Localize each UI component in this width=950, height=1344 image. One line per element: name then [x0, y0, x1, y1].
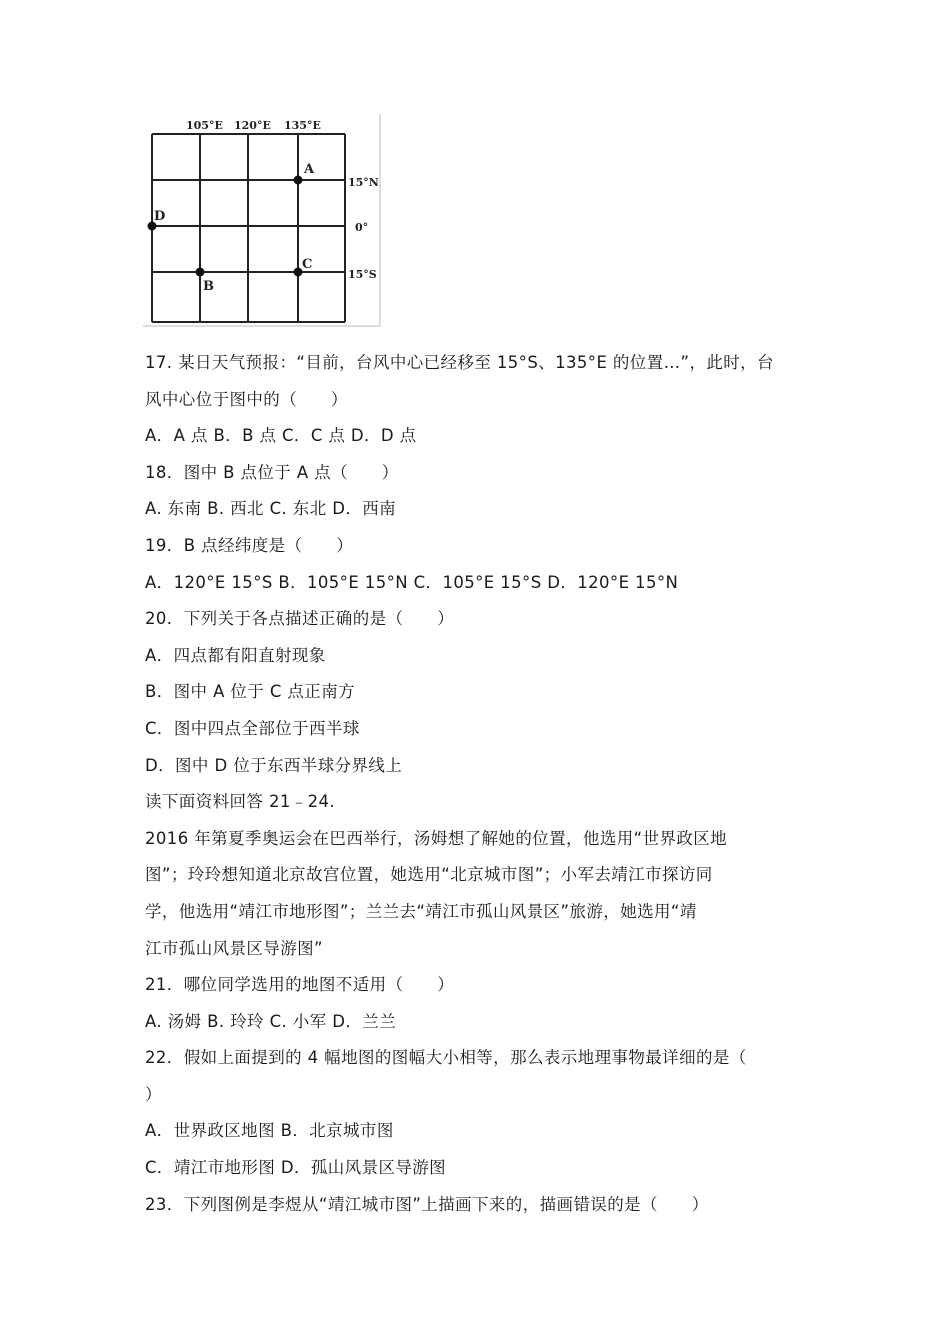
- q17-stem-line2: 风中心位于图中的（ ）: [145, 389, 348, 409]
- q18-options: A. 东南 B. 西北 C. 东北 D．西南: [145, 499, 397, 519]
- q22-stem-line2: ）: [145, 1084, 162, 1104]
- lon-label-120E: 120°E: [234, 119, 271, 132]
- q17-stem-line1: 17. 某日天气预报：“目前，台风中心已经移至 15°S、135°E 的位置…”，此时，台: [145, 353, 774, 372]
- lon-label-105E: 105°E: [186, 119, 223, 132]
- q21-options: A. 汤姆 B. 玲玲 C. 小军 D．兰兰: [145, 1011, 397, 1031]
- q22-options-ab: A．世界政区地图 B．北京城市图: [145, 1121, 394, 1141]
- q20-stem: 20．下列关于各点描述正确的是（ ）: [145, 609, 455, 629]
- q22-stem-line1: 22．假如上面提到的 4 幅地图的图幅大小相等，那么表示地理事物最详细的是（: [145, 1048, 747, 1068]
- point-b-dot: [196, 268, 205, 277]
- lat-label-15S: 15°S: [348, 268, 377, 281]
- passage-line2: 图”；玲玲想知道北京故宫位置，她选用“北京城市图”；小军去靖江市探访同: [145, 865, 713, 885]
- q22-options-cd: C．靖江市地形图 D．孤山风景区导游图: [145, 1158, 447, 1178]
- q23-stem: 23．下列图例是李煜从“靖江城市图”上描画下来的，描画错误的是（ ）: [145, 1194, 709, 1214]
- reading-intro: 读下面资料回答 21﹣24.: [145, 792, 336, 812]
- lat-lon-grid-figure: [143, 112, 381, 328]
- question-text-block: [145, 345, 815, 1223]
- lat-label-equator: 0°: [355, 221, 369, 234]
- passage-line4: 江市孤山风景区导游图”: [145, 938, 323, 958]
- lon-label-135E: 135°E: [284, 119, 321, 132]
- point-c-label: C: [302, 257, 313, 272]
- q20-option-c: C．图中四点全部位于西半球: [145, 718, 360, 738]
- q17-options: A．A 点 B．B 点 C．C 点 D．D 点: [145, 426, 417, 446]
- point-b-label: B: [203, 279, 214, 294]
- q20-option-a: A．四点都有阳直射现象: [145, 645, 326, 665]
- q18-stem: 18．图中 B 点位于 A 点（ ）: [145, 462, 399, 482]
- q19-options: A．120°E 15°S B．105°E 15°N C．105°E 15°S D．120°E 15°N: [145, 572, 679, 592]
- point-a-dot: [294, 176, 303, 185]
- point-a-label: A: [304, 162, 315, 177]
- passage-line1: 2016 年第夏季奥运会在巴西举行，汤姆想了解她的位置，他选用“世界政区地: [145, 828, 728, 848]
- passage-line3: 学，他选用“靖江市地形图”；兰兰去“靖江市孤山风景区”旅游，她选用“靖: [145, 901, 697, 921]
- q19-stem: 19．B 点经纬度是（ ）: [145, 535, 354, 555]
- q20-option-b: B．图中 A 位于 C 点正南方: [145, 682, 356, 702]
- q21-stem: 21．哪位同学选用的地图不适用（ ）: [145, 975, 455, 995]
- q20-option-d: D．图中 D 位于东西半球分界线上: [145, 755, 403, 775]
- grid-svg: [143, 112, 381, 328]
- lat-label-15N: 15°N: [348, 176, 379, 189]
- point-d-label: D: [154, 209, 166, 224]
